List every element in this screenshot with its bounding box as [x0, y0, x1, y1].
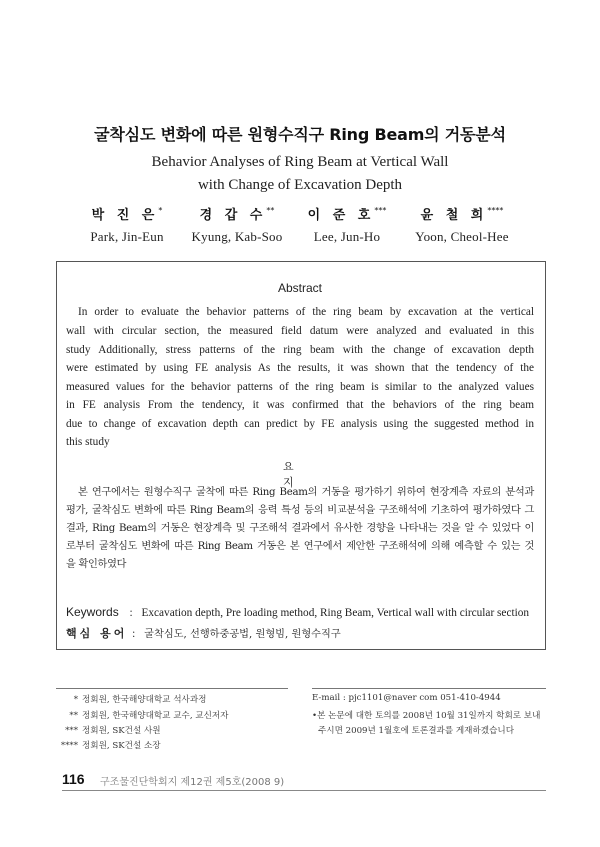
keywords-en [66, 605, 529, 619]
footnote-affiliation: ** 정회원, 한국해양대학교 교수, 교신저자 [52, 709, 228, 721]
keywords-ko-label: 핵심 용어 [66, 627, 128, 640]
abstract-line: In order to evaluate the behavior patterns of the ring beam by excavation at the vertical [78, 306, 534, 318]
footnote-mark: *** [65, 726, 78, 736]
abstract-line: wall with circular section, the measured field datum were analyzed and evaluated in this [66, 325, 534, 337]
author-mark: **** [487, 206, 504, 215]
footnote-discussion-note: 주시면 2009년 1월호에 토론결과를 게재하겠습니다 [318, 726, 514, 736]
keywords-separator: : [132, 628, 136, 640]
summary-ko-line: 평가, 굴착심도 변화에 따른 Ring Beam의 응력 특성 등의 비교분석을 구조해석에 기초하여 평가하였다 그 [66, 505, 534, 516]
author-name-en: Kyung, Kab-Soo [191, 229, 283, 244]
abstract-line: measured values for the behavior patterns of the ring beam is similar to the analyzed values [66, 381, 534, 393]
footnote-affiliation: **** 정회원, SK건설 소장 [52, 739, 161, 751]
abstract-line: due to change of excavation depth can predict by FE analysis using the suggested method in [66, 418, 534, 430]
author-name-ko: 이 준 호*** [307, 206, 387, 223]
footer-rule [62, 790, 546, 791]
keywords-value-en: Excavation depth, Pre loading method, Ring Beam, Vertical wall with circular section [141, 607, 530, 619]
paper-title-ko: 굴착심도 변화에 따른 원형수직구 Ring Beam의 거동분석 [94, 125, 506, 144]
keywords-value-ko: 굴착심도, 선행하중공법, 원형빔, 원형수직구 [144, 629, 341, 640]
abstract-line: in FE analysis From the tendency, it was confirmed that the behaviors of the ring beam [66, 399, 534, 411]
abstract-line: study Additionally, stress patterns of the ring beam with the change of excavation depth [66, 344, 534, 356]
abstract-heading: Abstract [277, 281, 322, 295]
footnote-mark: ** [69, 711, 78, 721]
author-name-ko: 경 갑 수** [199, 206, 275, 223]
author-mark: * [158, 206, 163, 215]
author-name-en: Lee, Jun-Ho [313, 229, 381, 244]
footnote-rule-left [56, 688, 288, 689]
page-number: 116 [62, 771, 85, 787]
abstract-line: this study [66, 436, 110, 448]
abstract-box [56, 261, 546, 650]
summary-ko-line: 본 연구에서는 원형수직구 굴착에 따른 Ring Beam의 거동을 평가하기 위하여 현장계측 자료의 분석과 [78, 487, 534, 498]
author-mark: *** [374, 206, 387, 215]
summary-ko-line: 결과, Ring Beam의 거동은 현장계측 및 구조해석 결과에서 유사한 경향을 나타내는 것을 알 수 있었다 이 [66, 523, 534, 534]
keywords-label: Keywords [66, 605, 119, 619]
paper-title-en-line1: Behavior Analyses of Ring Beam at Vertical Wall [151, 154, 449, 170]
author-list [0, 204, 600, 250]
footnote-affiliation: * 정회원, 한국해양대학교 석사과정 [52, 693, 206, 705]
footnote-affiliation: *** 정회원, SK건설 사원 [52, 724, 161, 736]
footnote-rule-right [312, 688, 546, 689]
paper-title-en-line2: with Change of Excavation Depth [197, 177, 403, 193]
abstract-line: were estimated by using FE analysis As the results, it was shown that the tendency of the [66, 362, 534, 374]
footnote-discussion-note: •본 논문에 대한 토의를 2008년 10월 31일까지 학회로 보내 [312, 711, 541, 721]
footnote-mark: * [73, 695, 78, 705]
keywords-separator: : [129, 607, 133, 619]
journal-reference: 구조물진단학회지 제12권 제5호(2008 9) [100, 777, 285, 788]
author-mark: ** [266, 206, 275, 215]
author-name-ko: 윤 철 희**** [420, 206, 504, 223]
author-name-en: Yoon, Cheol-Hee [415, 229, 509, 244]
summary-ko-line: 로부터 굴착심도 변화에 따른 Ring Beam 거동은 본 연구에서 제안한 구조해석에 의해 예측할 수 있는 것 [66, 541, 534, 552]
author-name-en: Park, Jin-Eun [90, 229, 164, 244]
summary-ko-line: 을 확인하였다 [66, 559, 127, 570]
footnote-email: E-mail : pjc1101@naver com 051-410-4944 [312, 693, 501, 703]
author-name-ko: 박 진 은* [91, 206, 163, 223]
keywords-ko [66, 625, 341, 641]
summary-ko-heading: 요 지 [283, 460, 312, 489]
footnote-mark: **** [60, 741, 78, 751]
author-4 [387, 204, 537, 245]
